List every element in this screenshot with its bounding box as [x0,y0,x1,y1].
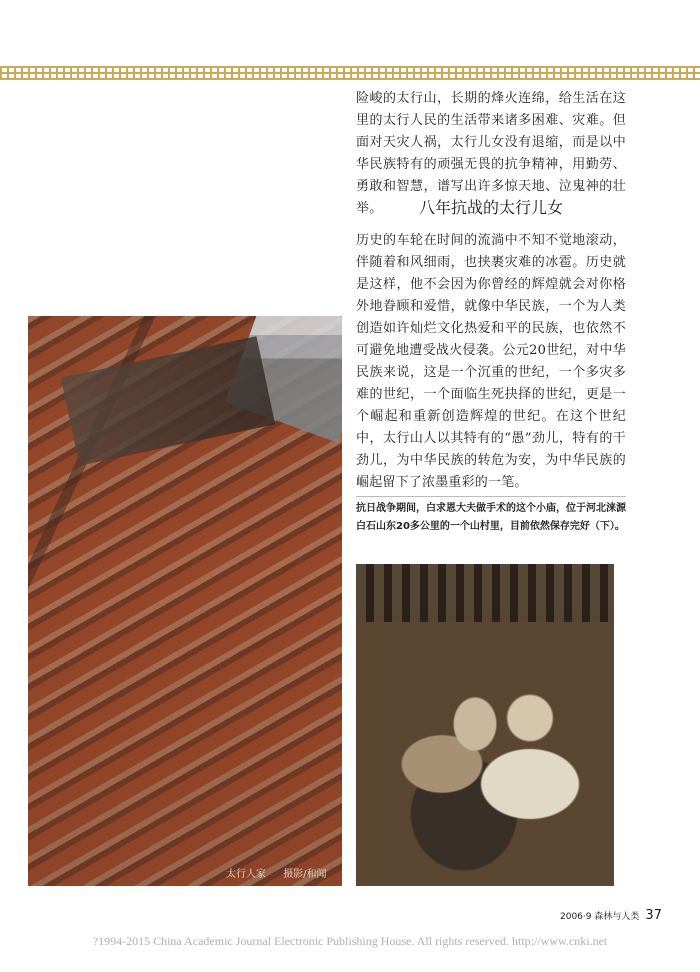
surgery-temple-photo [356,564,614,886]
photo-caption: 抗日战争期间，白求恩大夫做手术的这个小庙，位于河北涞源白石山东20多公里的一个山村里，目前依然保存完好（下）。 [356,503,626,532]
surgery-figures [376,674,596,874]
temple-eaves [356,564,614,622]
caption-divider [356,496,626,497]
ridge-shape [61,336,275,466]
section-heading: 八年抗战的太行儿女 [418,198,563,217]
photo-label [226,865,341,880]
page-footer [560,908,690,923]
intro-paragraph: 险峻的太行山，长期的烽火连绵，给生活在这里的太行人民的生活带来诸多困难、灾难。但面对天灾人祸，太行儿女没有退缩，而是以中华民族特有的顽强无畏的抗争精神，用勤劳、勇敢和智慧，谱写出许多惊天地、泣鬼神的壮举。 [356,91,626,216]
terraced-mountain-photo [28,316,342,886]
photo-label-title: 太行人家 [226,869,266,880]
history-paragraph: 历史的车轮在时间的流淌中不知不觉地滚动，伴随着和风细雨，也挟裹灾难的冰雹。历史就是这样，他不会因为你曾经的辉煌就会对你格外地眷顾和爱惜，就像中华民族，一个为人类创造如许灿烂文化热爱和平的民族，也依然不可避免地遭受战火侵袭。公元20世纪，对中华民族来说，这是一个沉重的世纪，一个多灾多难的世纪，一个面临生死抉择的世纪，更是一个崛起和重新创造辉煌的世纪。在这个世纪中，太行山人以其特有的“愚”劲儿，特有的干劲儿，为中华民族的转危为安，为中华民族的崛起留下了浓墨重彩的一笔。 [356,233,626,490]
copyright-line: ?1994-2015 China Academic Journal Electronic Publishing House. All rights reserved. http://www.cnki.net [92,934,608,948]
decorative-border-band [0,66,700,80]
page-number: 37 [645,908,662,923]
footer-issue: 2006·9 森林与人类 [560,912,640,922]
photo-label-credit: 摄影/和闻 [283,869,327,880]
